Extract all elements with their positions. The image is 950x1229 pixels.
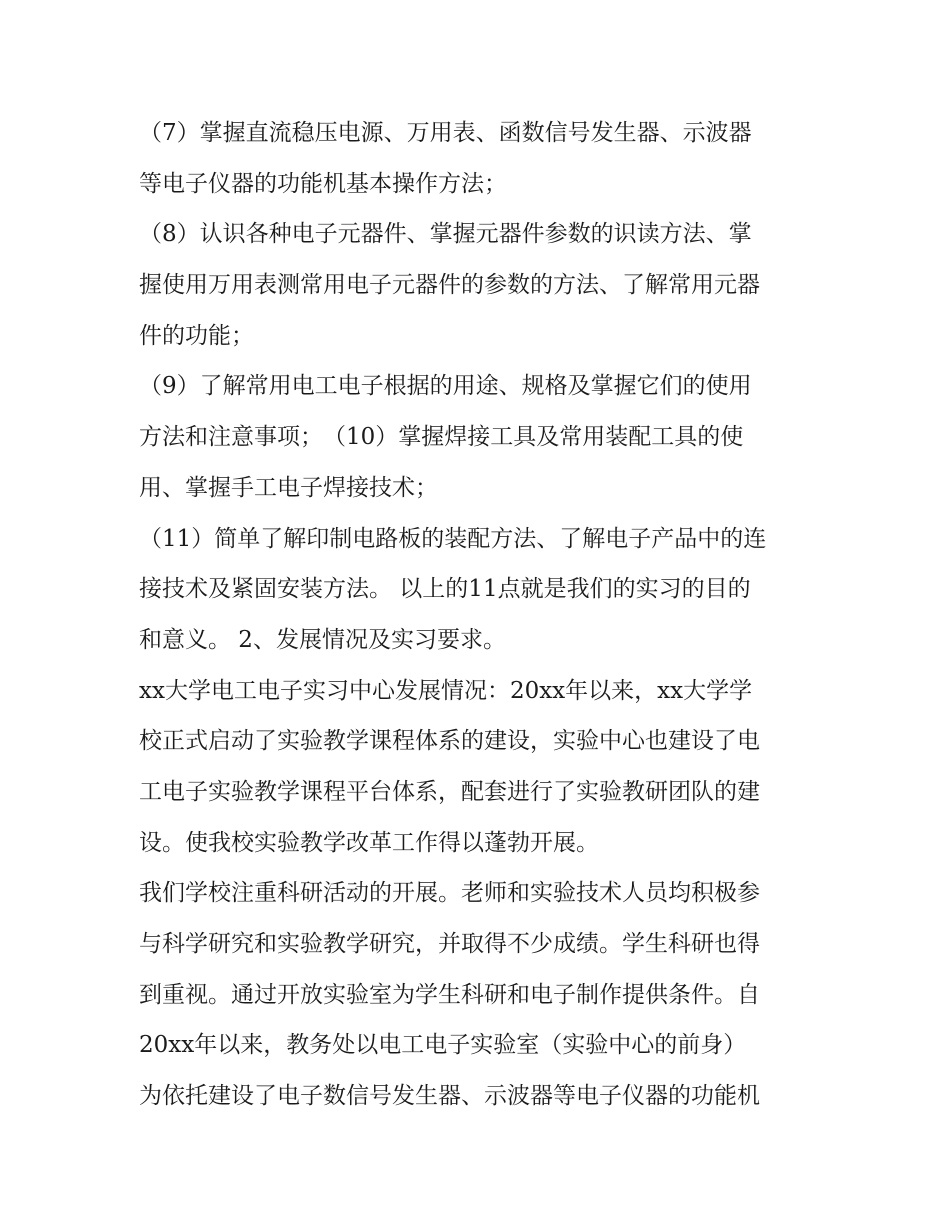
text-line-8: 用、掌握手工电子焊接技术；: [139, 474, 438, 501]
text-line-7: 方法和注意事项； （10）掌握焊接工具及常用装配工具的使: [139, 424, 744, 451]
text-line-4: 握使用万用表测常用电子元器件的参数的方法、了解常用元器: [139, 272, 760, 299]
text-line-19: 20xx年以来，教务处以电工电子实验室（实验中心的前身）: [139, 1032, 747, 1059]
text-line-16: 我们学校注重科研活动的开展。老师和实验技术人员均积极参: [139, 880, 760, 907]
text-line-15: 设。使我校实验教学改革工作得以蓬勃开展。: [139, 829, 599, 856]
text-line-12: xx大学电工电子实习中心发展情况：20xx年以来，xx大学学: [139, 677, 753, 704]
text-line-17: 与科学研究和实验教学研究，并取得不少成绩。学生科研也得: [139, 931, 760, 957]
text-line-20: 为依托建设了电子数信号发生器、示波器等电子仪器的功能机: [139, 1083, 760, 1110]
text-line-14: 工电子实验教学课程平台体系，配套进行了实验教研团队的建: [139, 778, 760, 805]
text-line-13: 校正式启动了实验教学课程体系的建设，实验中心也建设了电: [139, 728, 760, 755]
text-line-1: （7）掌握直流稳压电源、万用表、函数信号发生器、示波器: [139, 120, 752, 146]
text-line-6: （9）了解常用电工电子根据的用途、规格及掌握它们的使用: [139, 373, 752, 400]
text-line-2: 等电子仪器的功能机基本操作方法；: [139, 170, 507, 197]
text-line-5: 件的功能；: [139, 322, 254, 349]
text-line-9: （11）简单了解印制电路板的装配方法、了解电子产品中的连: [139, 525, 767, 552]
text-line-3: （8）认识各种电子元器件、掌握元器件参数的识读方法、掌: [139, 221, 752, 248]
text-line-18: 到重视。通过开放实验室为学生科研和电子制作提供条件。自: [139, 981, 760, 1008]
text-line-11: 和意义。 2、发展情况及实习要求。: [139, 626, 506, 653]
document-body: [139, 108, 819, 1122]
text-line-10: 接技术及紧固安装方法。 以上的11点就是我们的实习的目的: [139, 576, 751, 603]
